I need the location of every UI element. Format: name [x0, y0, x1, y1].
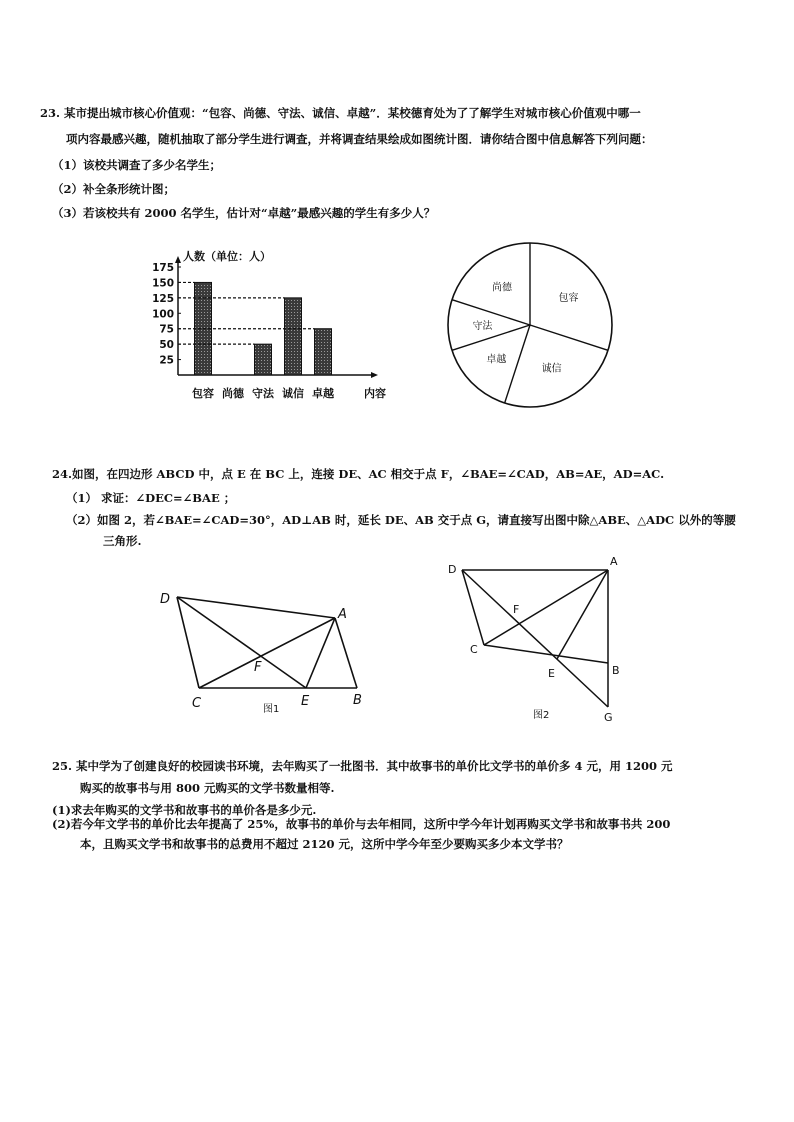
y-tick-label: 100	[152, 308, 174, 321]
fig2-label-e: E	[548, 667, 555, 680]
y-axis-title: 人数（单位：人）	[183, 250, 271, 263]
y-tick-label: 75	[159, 323, 174, 336]
fig2-segment-dg	[462, 570, 608, 707]
x-axis-arrow	[371, 372, 378, 378]
q25-sub1: (1)求去年购买的文学书和故事书的单价各是多少元.	[52, 803, 317, 817]
pie-chart	[440, 240, 620, 410]
q24-line1: 24.如图，在四边形 ABCD 中，点 E 在 BC 上，连接 DE、AC 相交于点 F，∠BAE=∠CAD，AB=AE，AD=AC.	[52, 467, 665, 481]
q25-line2: 购买的故事书与用 800 元购买的文学书数量相等.	[80, 781, 335, 795]
q23-sub1: （1）该校共调查了多少名学生；	[52, 158, 221, 172]
pie-slice-label: 包容	[558, 293, 579, 305]
y-tick-label: 150	[152, 277, 174, 290]
fig2-segment-cb	[484, 645, 608, 663]
y-tick-label: 25	[159, 354, 174, 367]
fig2-label-b: B	[612, 664, 620, 677]
fig2-label-d: D	[448, 563, 457, 576]
fig2-label-f: F	[513, 603, 520, 616]
x-tick-label: 诚信	[282, 387, 304, 400]
fig1-segment-ab	[335, 618, 357, 688]
fig1-segment-ca	[199, 618, 335, 688]
fig1-label-e: E	[301, 694, 310, 709]
bar	[315, 329, 332, 375]
fig1-segment-ae	[306, 618, 335, 688]
q24-sub1: （1） 求证：∠DEC=∠BAE ；	[66, 491, 236, 505]
q23-sub2: （2）补全条形统计图；	[52, 182, 176, 196]
q23-sub3: （3）若该校共有 2000 名学生，估计对“卓越”最感兴趣的学生有多少人？	[52, 206, 436, 220]
x-tick-label: 卓越	[312, 387, 334, 400]
q23-line1: 23. 某市提出城市核心价值观：“包容、尚德、守法、诚信、卓越”．某校德育处为了了解学生对城市核心价值观中哪一	[40, 106, 641, 120]
q25-sub2: (2)若今年文学书的单价比去年提高了 25%，故事书的单价与去年相同，这所中学今年计划再购买文学书和故事书共 200	[52, 817, 671, 831]
fig2-label-c: C	[470, 643, 478, 656]
pie-slice-edge	[505, 325, 530, 403]
pie-slice-label: 守法	[472, 321, 493, 332]
x-tick-label: 守法	[252, 387, 274, 400]
x-tick-label: 包容	[192, 387, 214, 400]
fig1-segment-da	[177, 597, 335, 618]
pie-slice-label: 诚信	[541, 363, 562, 375]
y-axis-arrow	[175, 256, 181, 263]
bar	[285, 298, 302, 375]
y-tick-label: 50	[159, 339, 174, 352]
y-tick-label: 175	[152, 262, 174, 274]
q24-sub2: （2）如图 2，若∠BAE=∠CAD=30°，AD⊥AB 时，延长 DE、AB 交于点 G，请直接写出图中除△ABE、△ADC 以外的等腰	[66, 513, 736, 527]
bar-chart	[140, 245, 400, 410]
bar	[255, 344, 272, 375]
fig1-label-c: C	[192, 696, 202, 711]
fig2-label-a: A	[610, 555, 618, 568]
fig2-label-g: G	[604, 711, 613, 724]
fig1-label-b: B	[353, 693, 362, 708]
x-tick-label: 尚德	[222, 387, 244, 400]
figure-2	[440, 555, 630, 730]
fig1-label-a: A	[338, 607, 347, 622]
x-axis-title: 内容	[364, 387, 386, 400]
fig1-label-d: D	[160, 592, 171, 607]
figure-1	[150, 585, 380, 720]
pie-slice-edge	[530, 325, 608, 350]
q25-line1: 25. 某中学为了创建良好的校园读书环境，去年购买了一批图书．其中故事书的单价比文学书的单价多 4 元，用 1200 元	[52, 759, 673, 773]
fig1-label-f: F	[254, 660, 262, 675]
y-tick-label: 125	[152, 292, 174, 305]
q24-sub2b: 三角形.	[103, 534, 142, 548]
fig2-caption: 图2	[533, 710, 550, 721]
pie-slice-label: 卓越	[486, 354, 507, 366]
fig2-segment-ea	[557, 570, 608, 659]
q23-line2: 项内容最感兴趣，随机抽取了部分学生进行调查，并将调查结果绘成如图统计图．请你结合图中信息解答下列问题：	[66, 132, 653, 146]
pie-slice-label: 尚德	[492, 282, 513, 294]
fig1-caption: 图1	[263, 704, 280, 715]
q25-sub2b: 本，且购买文学书和故事书的总费用不超过 2120 元，这所中学今年至少要购买多少本文学书？	[80, 837, 569, 851]
